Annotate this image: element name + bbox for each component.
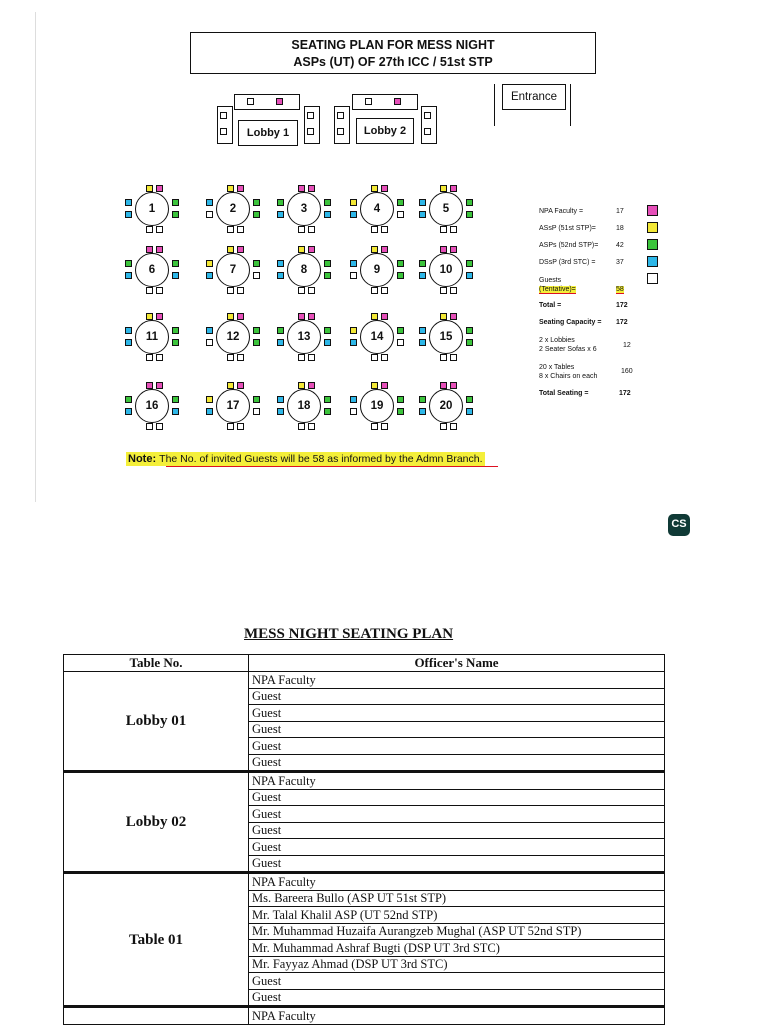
chair bbox=[253, 211, 260, 218]
chair bbox=[450, 313, 457, 320]
chair bbox=[298, 287, 305, 294]
chair bbox=[172, 211, 179, 218]
officer-name: Guest bbox=[249, 855, 665, 873]
plan-title-line2: ASPs (UT) OF 27th ICC / 51st STP bbox=[293, 55, 493, 69]
legend-asp51-label: ASsP (51st STP)= bbox=[539, 225, 596, 232]
chair bbox=[324, 199, 331, 206]
officer-name: Guest bbox=[249, 738, 665, 755]
table-15 bbox=[429, 320, 463, 354]
chair bbox=[466, 260, 473, 267]
table-number: 1 bbox=[148, 203, 156, 215]
officer-name: Guest bbox=[249, 789, 665, 806]
chair bbox=[381, 226, 388, 233]
officer-name: Guest bbox=[249, 989, 665, 1007]
chair bbox=[308, 185, 315, 192]
table-row bbox=[64, 772, 665, 790]
chair bbox=[253, 396, 260, 403]
chair bbox=[146, 185, 153, 192]
chair bbox=[253, 408, 260, 415]
chair bbox=[419, 339, 426, 346]
chair bbox=[125, 396, 132, 403]
col-table-no: Table No. bbox=[64, 655, 249, 672]
chair bbox=[419, 199, 426, 206]
chair bbox=[381, 354, 388, 361]
chair bbox=[237, 313, 244, 320]
chair bbox=[371, 423, 378, 430]
officer-name: Mr. Fayyaz Ahmad (DSP UT 3rd STC) bbox=[249, 956, 665, 973]
lobby2-label: Lobby 2 bbox=[356, 118, 414, 144]
chair bbox=[381, 287, 388, 294]
lobby1-seat bbox=[307, 112, 314, 119]
table-number: 13 bbox=[297, 331, 311, 343]
chair bbox=[371, 246, 378, 253]
legend-capacity-label: Seating Capacity = bbox=[539, 319, 602, 326]
chair bbox=[324, 260, 331, 267]
table-number: 8 bbox=[300, 264, 308, 276]
lobby-02-label: Lobby 02 bbox=[64, 772, 249, 873]
lobby2-seat bbox=[424, 128, 431, 135]
chair bbox=[237, 185, 244, 192]
chair bbox=[237, 246, 244, 253]
chair bbox=[237, 423, 244, 430]
chair bbox=[324, 272, 331, 279]
chair bbox=[324, 211, 331, 218]
chair bbox=[125, 272, 132, 279]
chair bbox=[371, 313, 378, 320]
chair bbox=[253, 339, 260, 346]
legend-swatch-asp51 bbox=[647, 222, 658, 233]
chair bbox=[156, 382, 163, 389]
chair bbox=[156, 313, 163, 320]
table-number: 10 bbox=[439, 264, 453, 276]
chair bbox=[227, 354, 234, 361]
chair bbox=[298, 226, 305, 233]
table-row bbox=[64, 873, 665, 891]
legend-dsp-value: 37 bbox=[616, 259, 624, 266]
legend-asp52-label: ASPs (52nd STP)= bbox=[539, 242, 599, 249]
lobby2-seat bbox=[337, 112, 344, 119]
table-12 bbox=[216, 320, 250, 354]
table-01-label: Table 01 bbox=[64, 873, 249, 1007]
chair bbox=[308, 246, 315, 253]
legend-asp52-value: 42 bbox=[616, 242, 624, 249]
chair bbox=[227, 382, 234, 389]
chair bbox=[277, 211, 284, 218]
lobby1-seat bbox=[220, 112, 227, 119]
legend-lobbies-value: 12 bbox=[623, 342, 631, 349]
legend-npa-value: 17 bbox=[616, 208, 624, 215]
officer-name: Mr. Talal Khalil ASP (UT 52nd STP) bbox=[249, 907, 665, 924]
chair bbox=[350, 327, 357, 334]
chair bbox=[298, 354, 305, 361]
chair bbox=[206, 272, 213, 279]
chair bbox=[350, 408, 357, 415]
chair bbox=[419, 272, 426, 279]
legend-lobbies-label2: 2 Seater Sofas x 6 bbox=[539, 346, 597, 353]
chair bbox=[172, 408, 179, 415]
chair bbox=[466, 272, 473, 279]
chair bbox=[419, 396, 426, 403]
table-14 bbox=[360, 320, 394, 354]
officer-name: NPA Faculty bbox=[249, 873, 665, 891]
chair bbox=[125, 211, 132, 218]
chair bbox=[125, 327, 132, 334]
chair bbox=[440, 382, 447, 389]
chair bbox=[308, 287, 315, 294]
chair bbox=[450, 287, 457, 294]
chair bbox=[227, 185, 234, 192]
chair bbox=[466, 327, 473, 334]
legend-guests-value: 58 bbox=[616, 286, 624, 293]
chair bbox=[146, 313, 153, 320]
legend-swatch-guests bbox=[647, 273, 658, 284]
officer-name: Guest bbox=[249, 721, 665, 738]
table-row bbox=[64, 672, 665, 689]
chair bbox=[227, 246, 234, 253]
chair bbox=[371, 185, 378, 192]
chair bbox=[172, 339, 179, 346]
table-10 bbox=[429, 253, 463, 287]
chair bbox=[440, 423, 447, 430]
table-18 bbox=[287, 389, 321, 423]
chair bbox=[298, 382, 305, 389]
chair bbox=[419, 211, 426, 218]
table-19 bbox=[360, 389, 394, 423]
note-label: Note: bbox=[128, 453, 157, 465]
table-number: 3 bbox=[300, 203, 308, 215]
chair bbox=[277, 199, 284, 206]
officer-name: Mr. Muhammad Ashraf Bugti (DSP UT 3rd STC) bbox=[249, 940, 665, 957]
chair bbox=[227, 287, 234, 294]
chair bbox=[125, 339, 132, 346]
chair bbox=[253, 199, 260, 206]
chair bbox=[172, 199, 179, 206]
table-number: 6 bbox=[148, 264, 156, 276]
note-underline bbox=[166, 466, 498, 467]
chair bbox=[146, 287, 153, 294]
chair bbox=[237, 287, 244, 294]
officer-name: Guest bbox=[249, 705, 665, 722]
chair bbox=[466, 408, 473, 415]
plan-title bbox=[190, 32, 596, 74]
officer-name: Guest bbox=[249, 754, 665, 772]
legend-total-seating-label: Total Seating = bbox=[539, 390, 589, 397]
chair bbox=[308, 226, 315, 233]
lobby2-seat bbox=[365, 98, 372, 105]
chair bbox=[172, 396, 179, 403]
table-1 bbox=[135, 192, 169, 226]
chair bbox=[350, 396, 357, 403]
officer-name: NPA Faculty bbox=[249, 772, 665, 790]
lobby1-seat bbox=[220, 128, 227, 135]
chair bbox=[125, 408, 132, 415]
chair bbox=[298, 246, 305, 253]
chair bbox=[308, 382, 315, 389]
chair bbox=[156, 354, 163, 361]
chair bbox=[450, 185, 457, 192]
chair bbox=[440, 185, 447, 192]
chair bbox=[308, 423, 315, 430]
lobby1-seat bbox=[247, 98, 254, 105]
chair bbox=[277, 408, 284, 415]
table-number: 16 bbox=[145, 400, 159, 412]
chair bbox=[419, 260, 426, 267]
plan-note bbox=[126, 452, 485, 466]
table-number: 17 bbox=[226, 400, 240, 412]
chair bbox=[371, 226, 378, 233]
table-number: 19 bbox=[370, 400, 384, 412]
entrance-door-left bbox=[494, 84, 495, 126]
col-officer-name: Officer's Name bbox=[249, 655, 665, 672]
officer-name: Guest bbox=[249, 688, 665, 705]
legend-lobbies-label1: 2 x Lobbies bbox=[539, 337, 575, 344]
chair bbox=[440, 226, 447, 233]
chair bbox=[397, 272, 404, 279]
lobby2-sofa-top bbox=[352, 94, 418, 110]
chair bbox=[397, 260, 404, 267]
chair bbox=[324, 327, 331, 334]
table-4 bbox=[360, 192, 394, 226]
legend-swatch-npa bbox=[647, 205, 658, 216]
chair bbox=[397, 339, 404, 346]
chair bbox=[308, 354, 315, 361]
lobby2-seat-npa bbox=[394, 98, 401, 105]
chair bbox=[146, 382, 153, 389]
chair bbox=[381, 382, 388, 389]
chair bbox=[450, 226, 457, 233]
table-number: 5 bbox=[442, 203, 450, 215]
chair bbox=[324, 408, 331, 415]
chair bbox=[156, 287, 163, 294]
chair bbox=[450, 423, 457, 430]
chair bbox=[156, 226, 163, 233]
chair bbox=[371, 354, 378, 361]
chair bbox=[146, 246, 153, 253]
table-number: 2 bbox=[229, 203, 237, 215]
chair bbox=[381, 185, 388, 192]
legend-total-label: Total = bbox=[539, 302, 562, 309]
table-number: 15 bbox=[439, 331, 453, 343]
legend-dsp-label: DSsP (3rd STC) = bbox=[539, 259, 596, 266]
chair bbox=[324, 396, 331, 403]
chair bbox=[156, 246, 163, 253]
table-number: 4 bbox=[373, 203, 381, 215]
table-2 bbox=[216, 192, 250, 226]
legend-swatch-dsp bbox=[647, 256, 658, 267]
table-number: 20 bbox=[439, 400, 453, 412]
chair bbox=[308, 313, 315, 320]
table-11 bbox=[135, 320, 169, 354]
chair bbox=[206, 408, 213, 415]
chair bbox=[466, 199, 473, 206]
officer-name: Guest bbox=[249, 973, 665, 990]
chair bbox=[397, 211, 404, 218]
seating-table bbox=[63, 654, 665, 1025]
chair bbox=[381, 423, 388, 430]
chair bbox=[227, 423, 234, 430]
entrance-label: Entrance bbox=[502, 84, 566, 110]
chair bbox=[440, 313, 447, 320]
chair bbox=[277, 272, 284, 279]
chair bbox=[146, 226, 153, 233]
table-number: 9 bbox=[373, 264, 381, 276]
entrance-door-right bbox=[570, 84, 571, 126]
chair bbox=[381, 313, 388, 320]
chair bbox=[450, 382, 457, 389]
table-7 bbox=[216, 253, 250, 287]
chair bbox=[397, 408, 404, 415]
plan-title-line1: SEATING PLAN FOR MESS NIGHT bbox=[291, 38, 495, 52]
chair bbox=[277, 396, 284, 403]
chair bbox=[237, 226, 244, 233]
legend-tables-label1: 20 x Tables bbox=[539, 364, 575, 371]
table-header-row bbox=[64, 655, 665, 672]
chair bbox=[125, 199, 132, 206]
chair bbox=[466, 396, 473, 403]
note-text: The No. of invited Guests will be 58 as informed by the Admn Branch. bbox=[159, 453, 483, 465]
table-13 bbox=[287, 320, 321, 354]
table-number: 12 bbox=[226, 331, 240, 343]
chair bbox=[227, 226, 234, 233]
chair bbox=[206, 211, 213, 218]
legend-guests-label2: (Tentative)= bbox=[539, 286, 576, 293]
table-number: 18 bbox=[297, 400, 311, 412]
lobby1-label: Lobby 1 bbox=[238, 120, 298, 146]
table-number: 14 bbox=[370, 331, 384, 343]
chair bbox=[466, 211, 473, 218]
officer-name: Guest bbox=[249, 806, 665, 823]
lobby1-seat bbox=[307, 128, 314, 135]
chair bbox=[125, 260, 132, 267]
chair bbox=[206, 327, 213, 334]
legend-total-value: 172 bbox=[616, 302, 628, 309]
chair bbox=[156, 185, 163, 192]
chair bbox=[227, 313, 234, 320]
camscanner-logo: CS bbox=[668, 514, 690, 536]
chair bbox=[350, 272, 357, 279]
chair bbox=[237, 382, 244, 389]
table-8 bbox=[287, 253, 321, 287]
chair bbox=[146, 423, 153, 430]
chair bbox=[237, 354, 244, 361]
chair bbox=[350, 339, 357, 346]
table-20 bbox=[429, 389, 463, 423]
chair bbox=[253, 260, 260, 267]
officer-name: Guest bbox=[249, 822, 665, 839]
legend-total-seating-value: 172 bbox=[619, 390, 631, 397]
document-title: MESS NIGHT SEATING PLAN bbox=[244, 626, 454, 642]
officer-name: Ms. Bareera Bullo (ASP UT 51st STP) bbox=[249, 890, 665, 907]
chair bbox=[440, 354, 447, 361]
table-17 bbox=[216, 389, 250, 423]
next-table-label bbox=[64, 1007, 249, 1025]
lobby2-seat bbox=[424, 112, 431, 119]
chair bbox=[206, 260, 213, 267]
legend-tables-label2: 8 x Chairs on each bbox=[539, 373, 598, 380]
chair bbox=[381, 246, 388, 253]
legend-guests-label1: Guests bbox=[539, 277, 562, 284]
table-row bbox=[64, 1007, 665, 1025]
lobby1-sofa-top bbox=[234, 94, 300, 110]
officer-name: Mr. Muhammad Huzaifa Aurangzeb Mughal (ASP UT 52nd STP) bbox=[249, 923, 665, 940]
legend-capacity-value: 172 bbox=[616, 319, 628, 326]
table-number: 11 bbox=[145, 331, 159, 343]
chair bbox=[350, 260, 357, 267]
officer-name: NPA Faculty bbox=[249, 672, 665, 689]
chair bbox=[440, 246, 447, 253]
chair bbox=[253, 327, 260, 334]
chair bbox=[450, 354, 457, 361]
lobby1-seat-npa bbox=[276, 98, 283, 105]
chair bbox=[156, 423, 163, 430]
chair bbox=[350, 199, 357, 206]
table-3 bbox=[287, 192, 321, 226]
chair bbox=[324, 339, 331, 346]
legend-swatch-asp52 bbox=[647, 239, 658, 250]
chair bbox=[466, 339, 473, 346]
legend-npa-label: NPA Faculty = bbox=[539, 208, 584, 215]
legend-asp51-value: 18 bbox=[616, 225, 624, 232]
lobby2-seat bbox=[337, 128, 344, 135]
chair bbox=[146, 354, 153, 361]
chair bbox=[397, 327, 404, 334]
table-number: 7 bbox=[229, 264, 237, 276]
chair bbox=[253, 272, 260, 279]
table-9 bbox=[360, 253, 394, 287]
chair bbox=[298, 185, 305, 192]
chair bbox=[440, 287, 447, 294]
chair bbox=[172, 272, 179, 279]
chair bbox=[419, 408, 426, 415]
chair bbox=[277, 260, 284, 267]
chair bbox=[397, 199, 404, 206]
chair bbox=[371, 382, 378, 389]
chair bbox=[397, 396, 404, 403]
chair bbox=[298, 423, 305, 430]
chair bbox=[206, 339, 213, 346]
table-5 bbox=[429, 192, 463, 226]
chair bbox=[206, 396, 213, 403]
chair bbox=[277, 327, 284, 334]
officer-name: NPA Faculty bbox=[249, 1007, 665, 1025]
chair bbox=[450, 246, 457, 253]
legend-tables-value: 160 bbox=[621, 368, 633, 375]
chair bbox=[298, 313, 305, 320]
chair bbox=[371, 287, 378, 294]
chair bbox=[172, 327, 179, 334]
table-16 bbox=[135, 389, 169, 423]
chair bbox=[419, 327, 426, 334]
chair bbox=[350, 211, 357, 218]
chair bbox=[206, 199, 213, 206]
chair bbox=[277, 339, 284, 346]
lobby-01-label: Lobby 01 bbox=[64, 672, 249, 772]
officer-name: Guest bbox=[249, 839, 665, 856]
table-6 bbox=[135, 253, 169, 287]
chair bbox=[172, 260, 179, 267]
